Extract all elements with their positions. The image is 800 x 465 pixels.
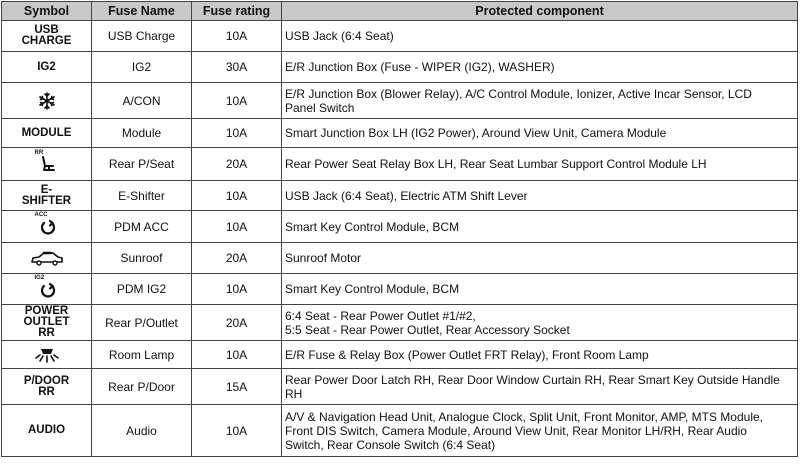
table-row (2, 21, 798, 52)
fuse-rating: 10A (192, 83, 282, 119)
rear-seat-icon (36, 153, 58, 173)
symbol-cell (2, 274, 92, 305)
fuse-name: Rear P/Door (92, 369, 192, 405)
symbol-cell (2, 211, 92, 243)
header-protected-component: Protected component (282, 2, 798, 21)
protected-component: Sunroof Motor (282, 243, 798, 274)
fuse-name: Rear P/Seat (92, 148, 192, 181)
fuse-rating: 15A (192, 369, 282, 405)
symbol-cell (2, 305, 92, 341)
table-row (2, 83, 798, 119)
fuse-name: Audio (92, 405, 192, 457)
fuse-rating: 20A (192, 148, 282, 181)
fuse-name: Room Lamp (92, 341, 192, 369)
header-symbol: Symbol (2, 2, 92, 21)
symbol-cell (2, 83, 92, 119)
table-row (2, 211, 798, 243)
power-acc-icon (36, 215, 58, 235)
table-row (2, 52, 798, 83)
fuse-rating: 10A (192, 341, 282, 369)
protected-component: E/R Fuse & Relay Box (Power Outlet FRT Relay), Front Room Lamp (282, 341, 798, 369)
fuse-rating: 10A (192, 405, 282, 457)
table-row (2, 369, 798, 405)
symbol-text: RR (38, 385, 55, 398)
fuse-name: E-Shifter (92, 181, 192, 211)
symbol-cell (2, 181, 92, 211)
table-row (2, 341, 798, 369)
symbol-cell (2, 52, 92, 83)
protected-component: Rear Power Door Latch RH, Rear Door Window Curtain RH, Rear Smart Key Outside Handle RH (282, 369, 798, 405)
table-row (2, 119, 798, 148)
protected-component: Smart Junction Box LH (IG2 Power), Around View Unit, Camera Module (282, 119, 798, 148)
protected-component: USB Jack (6:4 Seat) (282, 21, 798, 52)
symbol-text: CHARGE (21, 35, 72, 47)
symbol-text: E- (40, 183, 53, 196)
symbol-cell (2, 148, 92, 181)
fan-snowflake-icon (37, 91, 57, 111)
fuse-rating: 10A (192, 211, 282, 243)
protected-component: USB Jack (6:4 Seat), Electric ATM Shift Lever (282, 181, 798, 211)
protected-component: Rear Power Seat Relay Box LH, Rear Seat Lumbar Support Control Module LH (282, 148, 798, 181)
fuse-name: A/CON (92, 83, 192, 119)
symbol-small-label: RR (34, 149, 44, 156)
symbol-small-label: IG2 (34, 274, 45, 281)
symbol-text: P/DOOR (23, 374, 70, 387)
protected-component: A/V & Navigation Head Unit, Analogue Clock, Split Unit, Front Monitor, AMP, MTS Module, Front DIS Switch, Camera Module, Around View Unit, Rear Monitor LH/RH, Rear Audio Switch, Rear Console Switch (6:4 Seat) (282, 405, 798, 457)
power-ig2-icon (36, 278, 58, 298)
symbol-text: AUDIO (27, 424, 66, 436)
symbol-cell (2, 243, 92, 274)
table-row (2, 405, 798, 457)
protected-component: E/R Junction Box (Fuse - WIPER (IG2), WASHER) (282, 52, 798, 83)
symbol-text: MODULE (21, 126, 72, 139)
fuse-name: PDM IG2 (92, 274, 192, 305)
symbol-small-label: ACC (34, 212, 48, 218)
table-row (2, 305, 798, 341)
protected-component: 6:4 Seat - Rear Power Outlet #1/#2, 5:5 Seat - Rear Power Outlet, Rear Accessory Socket (282, 305, 798, 341)
fuse-name: USB Charge (92, 21, 192, 52)
symbol-text: IG2 (37, 60, 56, 73)
fuse-name: Sunroof (92, 243, 192, 274)
symbol-cell (2, 341, 92, 369)
symbol-cell (2, 119, 92, 148)
fuse-name: IG2 (92, 52, 192, 83)
symbol-cell (2, 21, 92, 52)
fuse-table (1, 1, 798, 457)
table-row (2, 148, 798, 181)
rear-seat-symbol (34, 149, 58, 173)
symbol-cell (2, 405, 92, 457)
protected-component: Smart Key Control Module, BCM (282, 274, 798, 305)
fuse-rating: 20A (192, 305, 282, 341)
symbol-text: USB (34, 24, 59, 36)
fuse-rating: 20A (192, 243, 282, 274)
table-header (2, 2, 798, 21)
table-row (2, 243, 798, 274)
symbol-cell (2, 369, 92, 405)
protected-component: Smart Key Control Module, BCM (282, 211, 798, 243)
symbol-text: RR (38, 327, 55, 339)
header-fuse-rating: Fuse rating (192, 2, 282, 21)
fuse-rating: 10A (192, 274, 282, 305)
symbol-text: OUTLET (23, 316, 70, 328)
table-row (2, 274, 798, 305)
fuse-rating: 10A (192, 21, 282, 52)
pdm-acc-symbol (34, 212, 58, 235)
room-lamp-icon (34, 346, 60, 364)
fuse-rating: 10A (192, 119, 282, 148)
fuse-rating: 10A (192, 181, 282, 211)
pdm-ig2-symbol (34, 274, 58, 298)
car-sunroof-icon (30, 250, 64, 266)
fuse-name: Module (92, 119, 192, 148)
table-row (2, 181, 798, 211)
symbol-text: SHIFTER (21, 194, 72, 207)
protected-component: E/R Junction Box (Blower Relay), A/C Control Module, Ionizer, Active Incar Sensor, LCD Panel Switch (282, 83, 798, 119)
fuse-name: Rear P/Outlet (92, 305, 192, 341)
symbol-text: POWER (24, 305, 69, 317)
fuse-name: PDM ACC (92, 211, 192, 243)
header-fuse-name: Fuse Name (92, 2, 192, 21)
fuse-rating: 30A (192, 52, 282, 83)
